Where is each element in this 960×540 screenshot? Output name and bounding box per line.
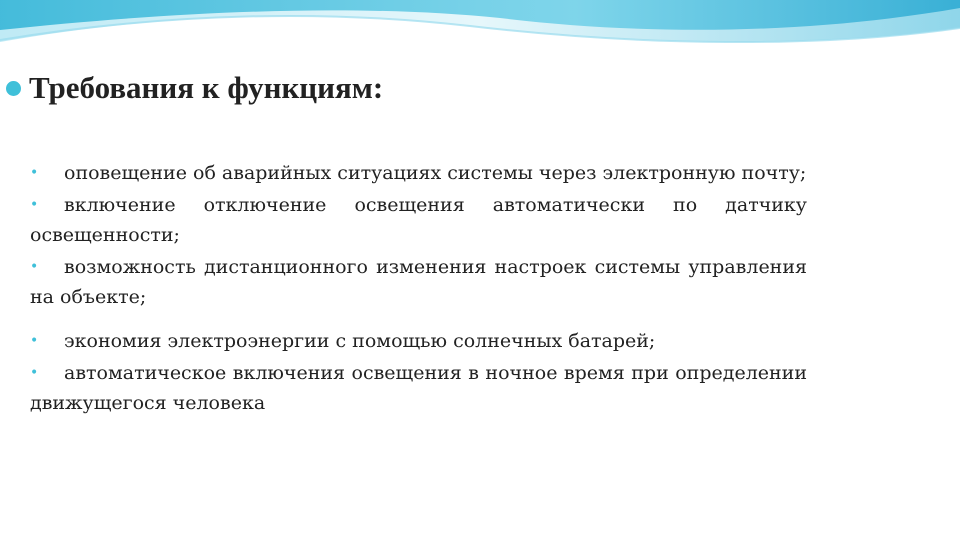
header-wave-decoration: [0, 0, 960, 80]
bullet-icon: •: [30, 365, 39, 381]
filled-circle-bullet-icon: [6, 81, 21, 96]
list-item: [30, 158, 807, 188]
title-row: [6, 70, 383, 106]
list-item: [30, 252, 807, 312]
bullet-icon: •: [30, 333, 39, 349]
list-item-text: возможность дистанционного изменения настроек системы управления на объекте;: [30, 256, 807, 308]
requirements-list: [30, 158, 807, 418]
list-item: [30, 358, 807, 418]
slide-title: Требования к функциям:: [29, 70, 384, 105]
list-item-text: оповещение об аварийных ситуациях системы через электронную почту;: [64, 162, 807, 184]
bullet-icon: •: [30, 165, 39, 181]
bullet-icon: •: [30, 197, 39, 213]
list-item: [30, 190, 807, 250]
list-item-text: автоматическое включения освещения в ночное время при определении движущегося человека: [30, 362, 807, 414]
list-item-text: экономия электроэнергии с помощью солнечных батарей;: [64, 330, 656, 352]
list-item-text: включение отключение освещения автоматически по датчику освещенности;: [30, 194, 807, 246]
list-item: [30, 326, 807, 356]
bullet-icon: •: [30, 259, 39, 275]
